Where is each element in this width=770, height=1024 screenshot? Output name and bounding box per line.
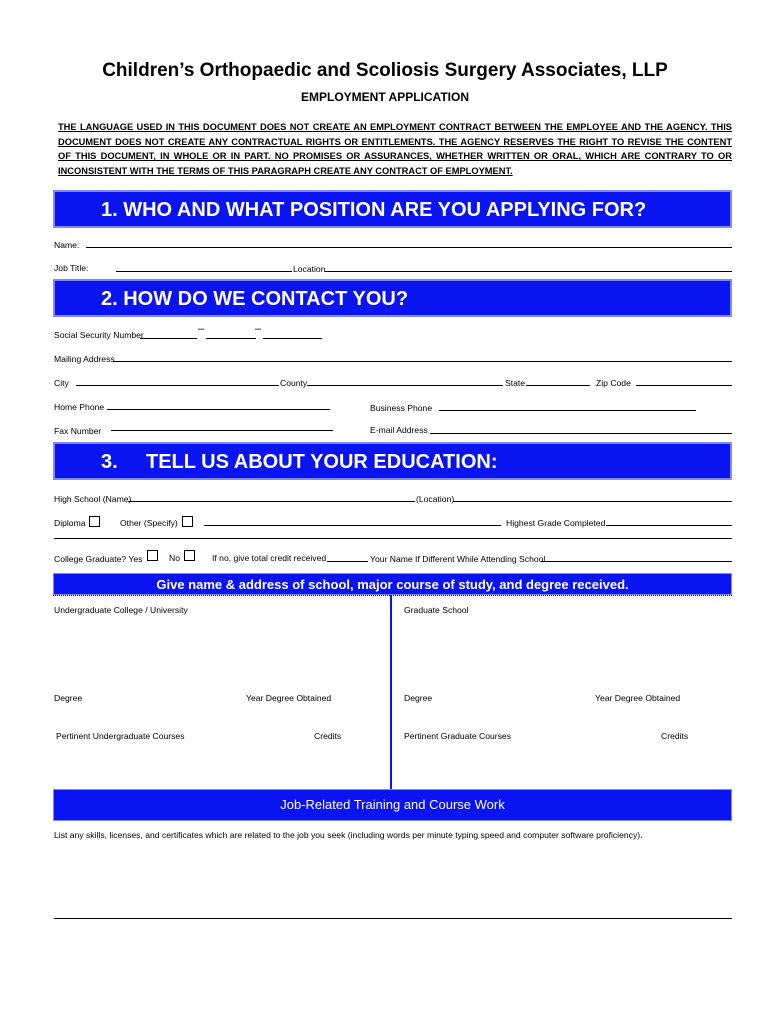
email-address-field[interactable] [430,433,732,434]
undergraduate-credits-label: Credits [314,731,342,741]
section-2-heading: 2. HOW DO WE CONTACT YOU? [101,288,409,310]
high-school-field[interactable] [128,501,415,502]
section-1-heading: 1. WHO AND WHAT POSITION ARE YOU APPLYING FOR? [101,199,647,221]
high-school-location-label: (Location) [416,494,455,504]
college-graduate-no-label: No [169,553,180,563]
training-answer-line[interactable] [54,918,732,919]
graduate-credits-label: Credits [661,731,689,741]
graduate-courses-label: Pertinent Graduate Courses [404,731,512,741]
graduate-year-label: Year Degree Obtained [595,693,681,703]
schools-banner: Give name & address of school, major course of study, and degree received. [53,573,732,595]
undergraduate-year-label: Year Degree Obtained [246,693,332,703]
company-title: Children’s Orthopaedic and Scoliosis Surgery Associates, LLP [102,60,668,81]
county-label: County [280,378,308,388]
diploma-label: Diploma [54,518,86,528]
ssn-label: Social Security Number [54,330,144,340]
training-instructions: List any skills, licenses, and certificates which are related to the job you seek (including words per minute typing speed and computer software proficiency). [54,830,643,840]
schools-divider [390,595,392,789]
other-specify-field[interactable] [204,525,501,526]
diploma-checkbox[interactable] [89,516,100,527]
fax-number-label: Fax Number [54,426,102,436]
name-if-different-field[interactable] [541,561,732,562]
college-graduate-no-checkbox[interactable] [184,550,195,561]
business-phone-label: Business Phone [370,403,433,413]
section-1-header [53,190,732,228]
disclaimer-paragraph: THE LANGUAGE USED IN THIS DOCUMENT DOES NOT CREATE AN EMPLOYMENT CONTRACT BETWEEN THE EMPLOYEE AND THE AGENCY. THIS DOCUMENT DOES NOT CREATE ANY CONTRACTUAL RIGHTS OR ENTITLEMENTS. THE AGENCY RESERVES THE RIGHT TO REVISE THE CONTENT OF THIS DOCUMENT, IN WHOLE OR IN PART. NO PROMISES OR ASSURANCES, WHETHER WRITTEN OR ORAL, WHICH ARE CONTRARY TO OR INCONSISTENT WITH THE TERMS OF THIS PARAGRAPH CREATE ANY CONTRACT OF EMPLOYMENT. [58,122,732,176]
section-3-number: 3. [101,451,118,473]
section-3-header [53,442,732,480]
total-credits-label: If no, give total credit received [212,553,327,563]
city-field[interactable] [76,385,279,386]
undergraduate-college-label: Undergraduate College / University [54,605,188,615]
high-school-label: High School (Name) [54,494,132,504]
email-address-label: E-mail Address [370,425,428,435]
ssn-dash-1: – [198,323,205,335]
ssn-field-part-3[interactable] [263,338,322,339]
location-label: Location [293,264,326,274]
location-field[interactable] [325,271,732,272]
education-blank-line[interactable] [54,538,732,539]
name-label: Name: [54,240,80,250]
name-field[interactable] [86,247,732,248]
zip-code-label: Zip Code [596,378,631,388]
college-graduate-label: College Graduate? Yes [54,554,143,564]
state-label: State [505,378,526,388]
county-field[interactable] [307,385,503,386]
ssn-field-part-2[interactable] [206,338,256,339]
job-title-label: Job Title: [54,263,89,273]
ssn-field-part-1[interactable] [140,338,197,339]
college-graduate-yes-checkbox[interactable] [147,550,158,561]
schools-banner-underline [53,595,732,596]
mailing-address-label: Mailing Address [54,354,115,364]
high-school-location-field[interactable] [453,501,732,502]
section-3-heading: TELL US ABOUT YOUR EDUCATION: [146,451,498,473]
zip-code-field[interactable] [636,385,732,386]
highest-grade-field[interactable] [606,525,732,526]
city-label: City [54,378,69,388]
undergraduate-courses-label: Pertinent Undergraduate Courses [56,731,185,741]
total-credits-field[interactable] [327,561,368,562]
ssn-dash-2: – [255,323,262,335]
mailing-address-field[interactable] [113,361,732,362]
name-if-different-label: Your Name If Different While Attending School [370,554,546,564]
state-field[interactable] [526,385,590,386]
other-specify-label: Other (Specify) [120,518,178,528]
graduate-school-label: Graduate School [404,605,469,615]
graduate-degree-label: Degree [404,693,433,703]
home-phone-field[interactable] [107,409,330,410]
other-checkbox[interactable] [182,516,193,527]
training-banner: Job-Related Training and Course Work [53,789,732,821]
fax-number-field[interactable] [111,430,333,431]
job-title-field[interactable] [116,271,292,272]
form-title: EMPLOYMENT APPLICATION [301,90,469,104]
home-phone-label: Home Phone [54,402,105,412]
section-2-header [53,279,732,317]
business-phone-field[interactable] [439,410,696,411]
undergraduate-degree-label: Degree [54,693,83,703]
highest-grade-label: Highest Grade Completed [506,518,606,528]
